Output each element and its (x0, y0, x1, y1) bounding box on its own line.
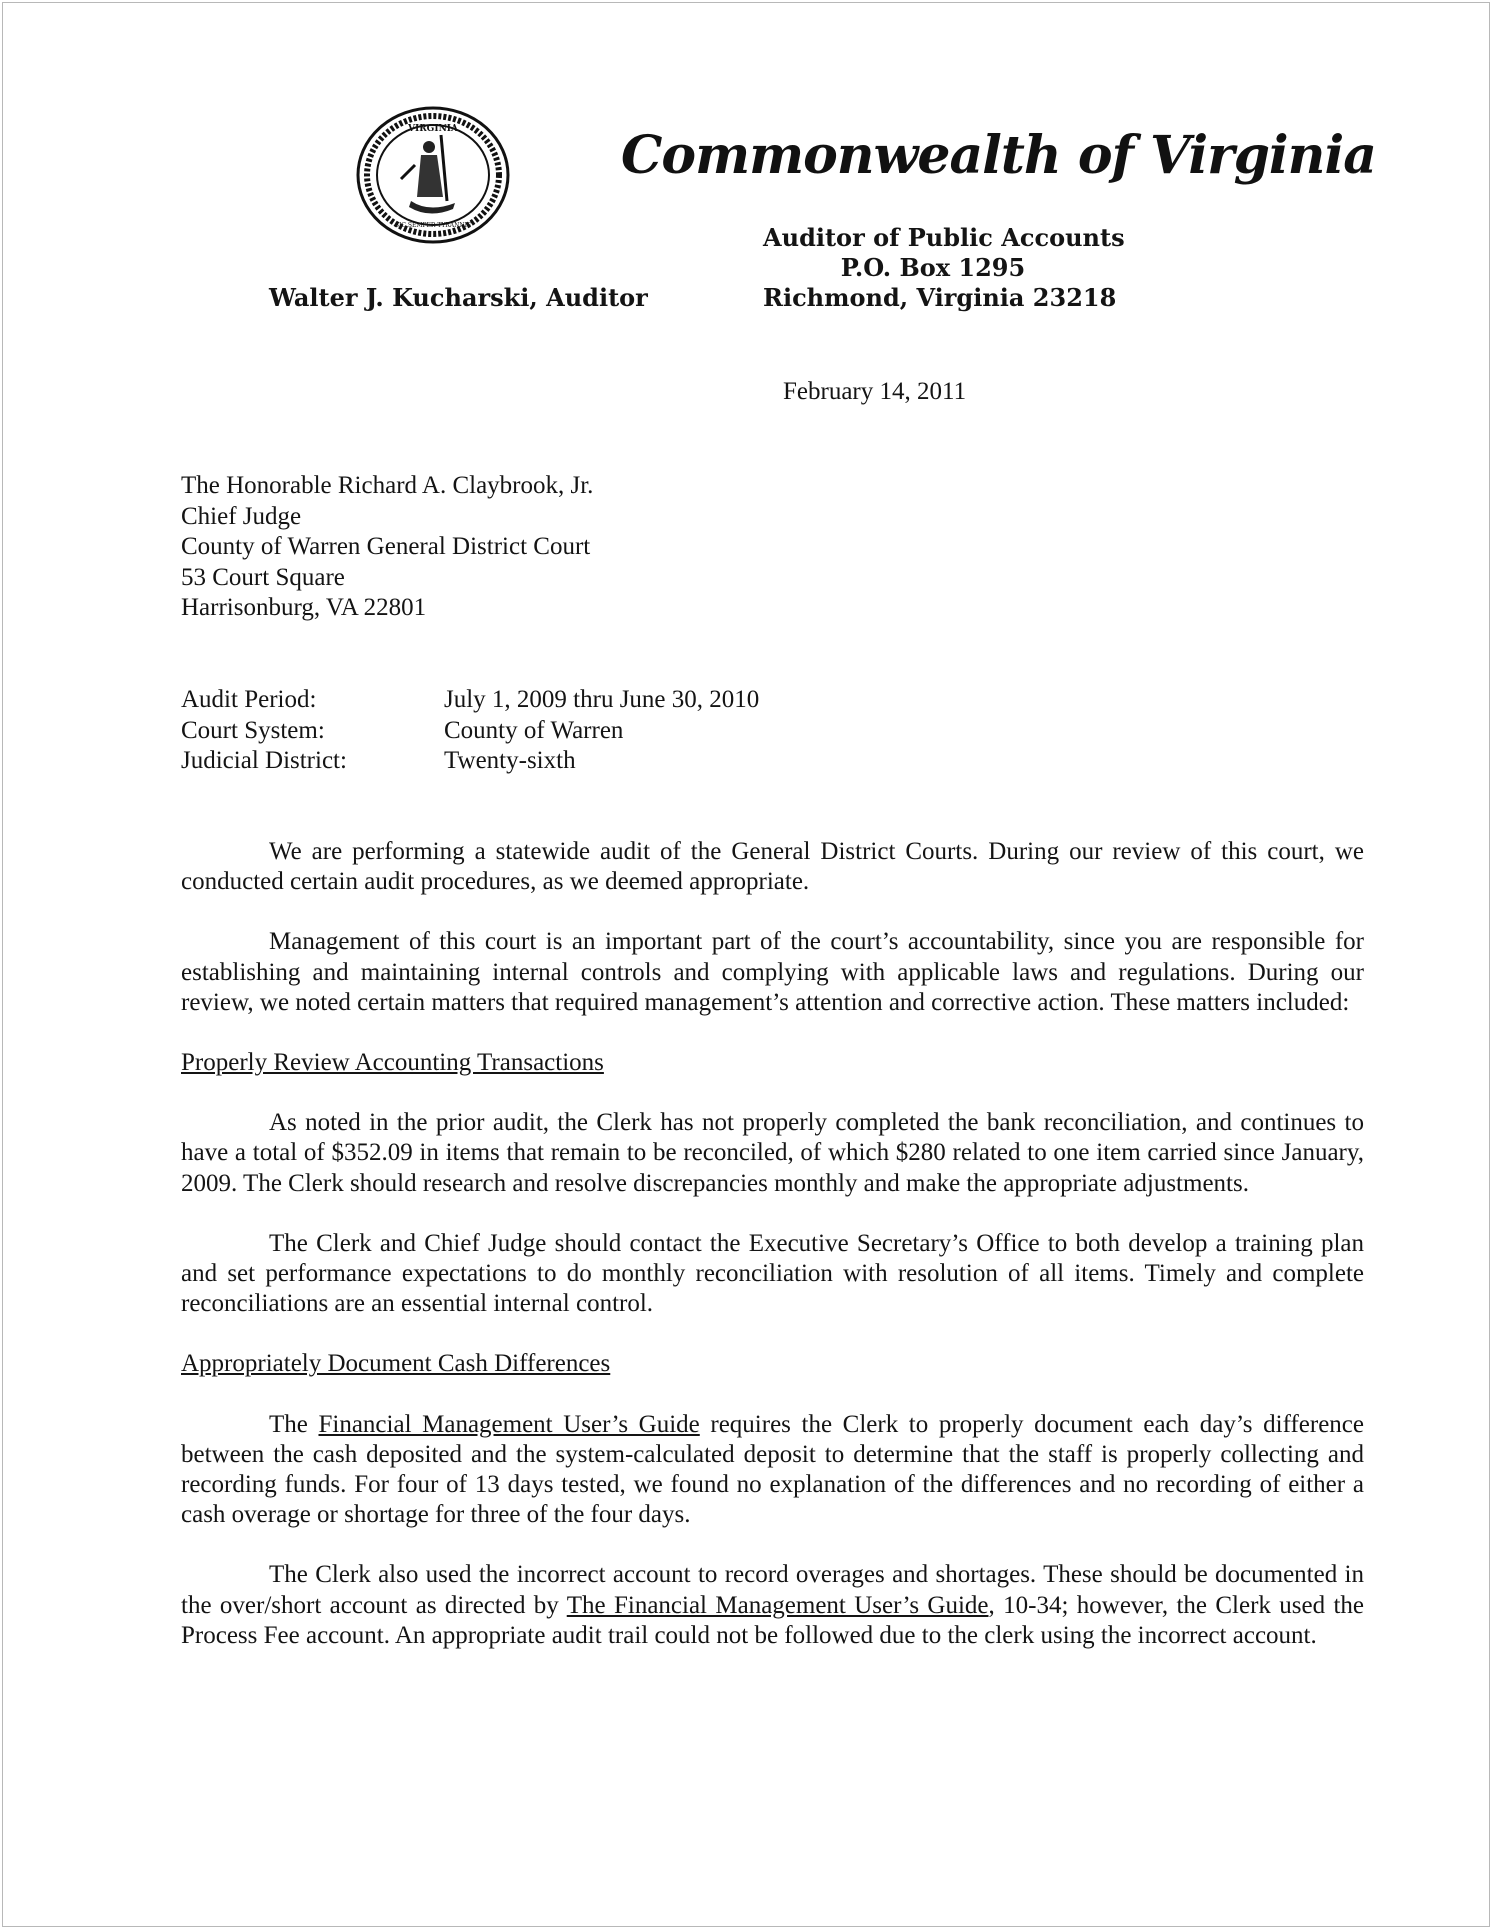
section-heading: Appropriately Document Cash Differences (181, 1350, 611, 1378)
text-run: The Clerk also used the incorrect account to record overages and shortages. These should be documented in the over/short account as directed by (181, 1561, 1364, 1619)
recipient-line: Chief Judge (181, 502, 302, 530)
recipient-line: 53 Court Square (181, 563, 345, 591)
recipient-line: The Honorable Richard A. Claybrook, Jr. (181, 472, 594, 499)
text-run: , 10-34; however, the Clerk used the Process Fee account. An appropriate audit trail could not be followed due to the clerk using the incorrect account. (181, 1591, 1365, 1649)
recipient-address (181, 471, 593, 624)
audit-info-row (181, 685, 981, 716)
audit-info-row (181, 716, 981, 747)
text-run: The (269, 1410, 319, 1438)
audit-info-label: Audit Period: (181, 686, 317, 713)
body-paragraph: We are performing a statewide audit of the General District Courts. During our review of this court, we conducted certain audit procedures, as we deemed appropriate. (181, 838, 1364, 896)
audit-info (181, 685, 981, 777)
audit-info-label: Judicial District: (181, 747, 347, 774)
section-heading: Properly Review Accounting Transactions (181, 1049, 604, 1077)
letter-body (181, 837, 1364, 1681)
recipient-line: Harrisonburg, VA 22801 (181, 594, 427, 621)
virginia-seal-icon (355, 105, 511, 245)
recipient-line: County of Warren General District Court (181, 533, 591, 560)
body-paragraph: Management of this court is an important part of the court’s accountability, since you are responsible for establishing and maintaining internal controls and complying with applicable laws and regulations. During our review, we noted certain matters that required management’s attention and corrective action. These matters included: (181, 928, 1364, 1016)
audit-info-value: July 1, 2009 thru June 30, 2010 (444, 686, 760, 713)
audit-info-row (181, 746, 981, 777)
text-run: requires the Clerk to properly document each day’s difference between the cash deposited and the system-calculated deposit to determine that the staff is properly collecting and recording funds. For four of 13 days tested, we found no explanation of the differences and no recording of either a cash overage or shortage for three of the four days. (181, 1410, 1364, 1529)
body-paragraph: As noted in the prior audit, the Clerk has not properly completed the bank reconciliation, and continues to have a total of $352.09 in items that remain to be reconciled, of which $280 related to one item carried since January, 2009. The Clerk should research and resolve discrepancies monthly and make the appropriate adjustments. (181, 1109, 1364, 1197)
guide-reference: The Financial Management User’s Guide (566, 1591, 989, 1619)
body-paragraph (181, 1560, 1364, 1651)
audit-info-value: Twenty-sixth (444, 747, 576, 774)
auditor-name: Walter J. Kucharski, Auditor (269, 283, 648, 312)
letter-date: February 14, 2011 (783, 378, 967, 405)
seal-label: VIRGINIA (408, 124, 458, 134)
audit-info-value: County of Warren (444, 716, 624, 744)
body-paragraph (181, 1410, 1364, 1531)
guide-reference: Financial Management User’s Guide (318, 1410, 700, 1438)
audit-info-label: Court System: (181, 716, 325, 744)
document-page (2, 2, 1490, 1927)
office-line: Auditor of Public Accounts (763, 223, 1125, 252)
seal-motto: SIC SEMPER TYRANNIS (394, 222, 472, 229)
office-address (763, 223, 1125, 313)
office-line: P.O. Box 1295 (840, 253, 1026, 282)
office-line: Richmond, Virginia 23218 (763, 283, 1117, 312)
body-paragraph: The Clerk and Chief Judge should contact the Executive Secretary’s Office to both develop a training plan and set performance expectations to do monthly reconciliation with resolution of all items. Timely and complete reconciliations are an essential internal control. (181, 1229, 1364, 1318)
letterhead-title: Commonwealth of Virginia (621, 125, 1376, 186)
